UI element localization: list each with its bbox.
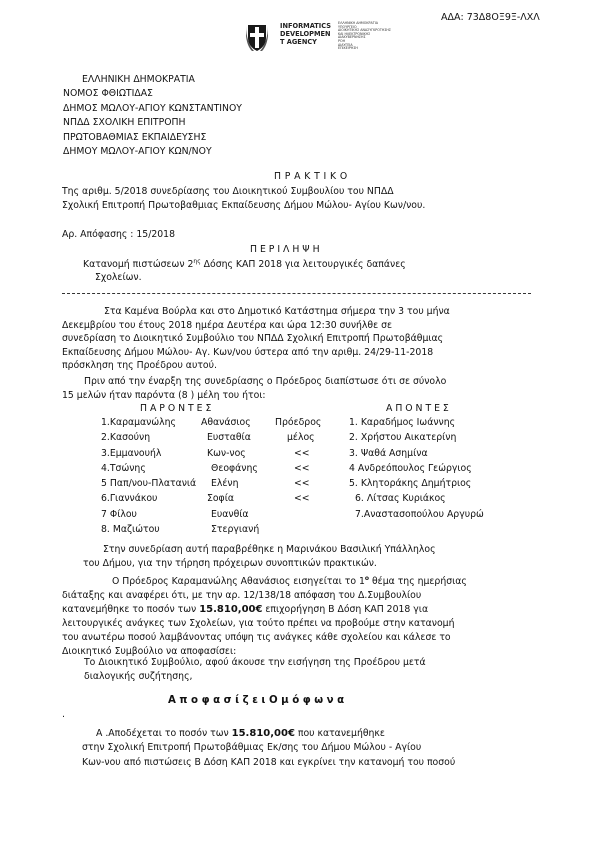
absent-row: 6. Λίτσας Κυριάκος — [355, 493, 446, 505]
present-no: 7 — [101, 508, 107, 520]
summary-line-1 — [83, 258, 406, 270]
summary-title: Π Ε Ρ Ι Λ Η Ψ Η — [250, 244, 320, 255]
final-text: που κατανεμήθηκε — [294, 728, 385, 739]
absent-row: 2. Χρήστου Αικατερίνη — [349, 432, 457, 444]
present-row — [101, 476, 341, 491]
proposal-line-5: του ανωτέρω ποσού λαμβάνοντας υπόψη τις ανάγκες κάθε σχολείου και κάλεσε το — [62, 631, 451, 643]
ministry-tiny-text — [338, 22, 391, 51]
absent-list — [349, 415, 534, 522]
proposal-amount: 15.810,00€ — [199, 603, 263, 615]
present-no: 1. — [101, 417, 110, 428]
present-surname: Παπ/νου-Πλατανιά — [109, 478, 197, 490]
present-surname: Κασούνη — [109, 432, 151, 444]
proposal-paragraph — [62, 572, 532, 659]
tiny-line: ΕΠΙΧΕΙΡΗΣΗ — [338, 46, 358, 51]
tiny-line: ΔΙΑΥΓΕΙΑ — [338, 42, 353, 47]
proposal-text: κατανεμήθηκε το ποσόν των — [62, 603, 200, 615]
absent-row: 7.Αναστασοπούλου Αργυρώ — [355, 508, 484, 520]
present-role: << — [294, 493, 310, 505]
present-name: Στεργιανή — [211, 524, 260, 536]
present-row — [101, 491, 341, 506]
present-row — [101, 461, 341, 476]
present-row — [101, 415, 341, 430]
proposal-line-1 — [62, 572, 532, 589]
tiny-line: ΡΟΗ — [338, 38, 346, 43]
stray-dot: . — [62, 709, 65, 720]
informatics-line-1: INFORMATICS — [280, 22, 331, 30]
intro-line: Δεκεμβρίου του έτους 2018 ημέρα Δευτέρα και ώρα 12:30 συνήλθε σε — [62, 319, 393, 331]
present-name: Ελένη — [211, 478, 239, 490]
present-surname: Τσώνης — [109, 462, 146, 474]
present-role: μέλος — [287, 432, 315, 444]
present-row — [101, 446, 341, 461]
present-role: Πρόεδρος — [275, 417, 322, 428]
absent-header: Α Π Ο Ν Τ Ε Σ — [386, 403, 449, 414]
praktiko-title: Π Ρ Α Κ Τ Ι Κ Ο — [274, 171, 348, 182]
present-name: Σοφία — [207, 493, 234, 505]
final-line-1 — [96, 728, 385, 739]
authority-municipality: ΔΗΜΟΣ ΜΩΛΟΥ-ΑΓΙΟΥ ΚΩΝΣΤΑΝΤΙΝΟΥ — [63, 102, 242, 114]
intro-paragraph — [62, 305, 532, 373]
absent-row: 4 Ανδρεόπουλος Γεώργιος — [349, 462, 472, 474]
authority-block — [0, 73, 240, 159]
intro-line: Εκπαίδευσης Δήμου Μώλου- Αγ. Κων/νου ύστερα από την αριθμ. 24/29-11-2018 — [62, 346, 434, 358]
authority-education: ΠΡΩΤΟΒΑΘΜΙΑΣ ΕΚΠΑΙΔΕΥΣΗΣ — [63, 131, 207, 143]
present-header: Π Α Ρ Ο Ν Τ Ε Σ — [140, 403, 212, 414]
authority-municipality-short: ΔΗΜΟΥ ΜΩΛΟΥ-ΑΓΙΟΥ ΚΩΝ/ΝΟΥ — [63, 146, 212, 158]
present-surname: Μαζιώτου — [112, 524, 160, 536]
proposal-text: Ο Πρόεδρος Καραμανώλης Αθανάσιος εισηγείται το 1 — [112, 576, 365, 588]
present-list — [101, 415, 341, 537]
present-no: 2. — [101, 432, 110, 444]
tiny-line: ΔΙΟΙΚΗΤΙΚΗΣ ΑΝΑΣΥΓΚΡΟΤΗΣΗΣ — [338, 28, 391, 33]
summary-line-2: Σχολείων. — [95, 272, 142, 283]
present-no: 8. — [101, 524, 110, 536]
intro-line: πρόσκληση της Προέδρου αυτού. — [62, 360, 217, 372]
absent-row: 3. Ψαθά Ασημίνα — [349, 447, 428, 459]
ada-code: ΑΔΑ: 73Δ8ΟΞ9Ξ-ΛΧΛ — [441, 12, 540, 23]
proposal-line-6: Διοικητικό Συμβούλιο να αποφασίσει: — [62, 645, 237, 657]
tiny-line: ΕΛΛΗΝΙΚΗ ΔΗΜΟΚΡΑΤΙΑ — [338, 21, 379, 25]
present-row — [101, 507, 341, 522]
present-no: 6 — [101, 493, 107, 505]
authority-prefecture: ΝΟΜΟΣ ΦΘΙΩΤΙΔΑΣ — [63, 88, 153, 100]
tiny-line: ΔΙΑΚΥΒΕΡΝΗΣΗΣ — [338, 35, 366, 40]
present-role: << — [294, 447, 310, 459]
present-surname: Εμμανουήλ — [109, 447, 162, 459]
proposal-text: επιχορήγηση Β Δόση ΚΑΠ 2018 για — [262, 603, 429, 615]
present-name: Κων-νος — [207, 447, 246, 459]
proposal-line-3 — [62, 603, 532, 617]
decision-number: Αρ. Απόφασης : 15/2018 — [62, 229, 175, 240]
intro-line: συνεδρίαση το Διοικητικό Συμβούλιο του ΝΠΔΔ Σχολική Επιτροπή Πρωτοβάθμιας — [62, 333, 444, 345]
tiny-line: ΥΠΟΥΡΓΕΙΟ — [338, 24, 357, 29]
praktiko-line-2: Σχολική Επιτροπή Πρωτοβαθμιας Εκπαίδευσης Δήμου Μώλου- Αγίου Κων/νου. — [62, 200, 426, 211]
intro-line: Στα Καμένα Βούρλα και στο Δημοτικό Κατάστημα σήμερα την 3 του μήνα — [104, 306, 450, 317]
informatics-line-2: DEVELOPMEN — [280, 30, 331, 38]
present-role: << — [294, 462, 310, 474]
present-name: Ευανθία — [211, 508, 249, 520]
tiny-line: ΚΑΙ ΗΛΕΚΤΡΟΝΙΚΗΣ — [338, 31, 371, 36]
quorum-line-2: 15 μελών ήταν παρόντα (8 ) μέλη του ήτοι: — [62, 390, 266, 401]
present-surname: Καραμανώλης — [109, 417, 177, 428]
greek-emblem — [246, 22, 268, 52]
secretary-line-1: Στην συνεδρίαση αυτή παραβρέθηκε η Μαρινάκου Βασιλική Υπάλληλος — [103, 544, 436, 555]
informatics-agency-logo — [280, 22, 331, 46]
present-name: Θεοφάνης — [211, 462, 258, 474]
present-surname: Φίλου — [109, 508, 137, 520]
present-name: Ευσταθία — [207, 432, 251, 444]
present-no: 3. — [101, 447, 110, 459]
proposal-sup: ο — [364, 575, 370, 582]
praktiko-line-1: Της αριθμ. 5/2018 συνεδρίασης του Διοικητικού Συμβουλίου του ΝΠΔΔ — [62, 186, 394, 197]
summary-text-b: Δόσης ΚΑΠ 2018 για λειτουργικές δαπάνες — [200, 259, 406, 271]
authority-republic: ΕΛΛΗΝΙΚΗ ΔΗΜΟΚΡΑΤΙΑ — [82, 74, 195, 85]
absent-row: 1. Καραδήμος Ιωάννης — [349, 417, 456, 428]
separator-line — [62, 293, 531, 294]
proposal-line-4: λειτουργικές ανάγκες των Σχολείων, για τούτο πρέπει να προβούμε στην κατανομή — [62, 617, 455, 629]
quorum-line-1: Πριν από την έναρξη της συνεδρίασης ο Πρόεδρος διαπίστωσε ότι σε σύνολο — [84, 376, 447, 387]
final-line-3: Κων-νου από πιστώσεις Β Δόση ΚΑΠ 2018 και εγκρίνει την κατανομή του ποσού — [82, 757, 456, 768]
secretary-line-2: του Δήμου, για την τήρηση πρόχειρων συνοπτικών πρακτικών. — [83, 558, 377, 569]
present-no: 4. — [101, 462, 110, 474]
proposal-text: θέμα της ημερήσιας — [369, 576, 467, 588]
authority-committee: ΝΠΔΔ ΣΧΟΛΙΚΗ ΕΠΙΤΡΟΠΗ — [63, 117, 186, 129]
council-line-1: Το Διοικητικό Συμβούλιο, αφού άκουσε την εισήγηση της Προέδρου μετά — [84, 657, 426, 668]
proposal-line-2: διάταξης και αναφέρει ότι, με την αρ. 12/138/18 απόφαση του Δ.Συμβουλίου — [62, 590, 422, 601]
decides-heading: Α π ο φ α σ ί ζ ε ι Ο μ ό φ ω ν α — [168, 695, 345, 706]
council-line-2: διαλογικής συζήτησης, — [84, 671, 193, 682]
present-name: Αθανάσιος — [201, 417, 251, 428]
summary-sup: ης — [193, 258, 201, 265]
present-row — [101, 522, 341, 537]
summary-text-a: Κατανομή πιστώσεων 2 — [83, 259, 194, 271]
present-surname: .Γιαννάκου — [106, 493, 158, 505]
final-amount: 15.810,00€ — [231, 728, 295, 739]
absent-row: 5. Κλητοράκης Δημήτριος — [349, 478, 472, 490]
present-role: << — [294, 478, 310, 490]
final-text: Α .Αποδέχεται το ποσόν των — [96, 728, 232, 739]
final-line-2: στην Σχολική Επιτροπή Πρωτοβάθμιας Εκ/σης του Δήμου Μώλου - Αγίου — [82, 742, 422, 753]
present-no: 5 — [101, 478, 107, 490]
present-row — [101, 430, 341, 445]
informatics-line-3: T AGENCY — [280, 38, 317, 46]
